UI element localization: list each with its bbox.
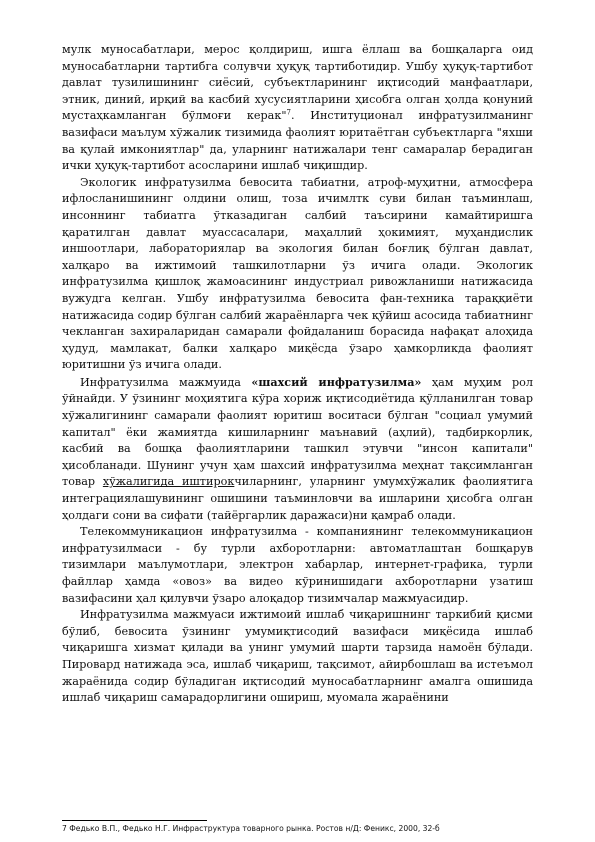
footnote-reference[interactable]: 7	[286, 108, 291, 117]
paragraph-5: Инфратузилма мажмуаси ижтимоий ишлаб чиқаришнинг таркибий қисми бўлиб, бевосита ўзининг умумиқтисодий вазифаси миқёсида ишлаб чиқаришга хизмат қилади ва унинг умумий шарти тарзида намоён бўлади. Пировард натижада эса, ишлаб чиқариш, тақсимот, айирбошлаш ва истеъмол жараёнида содир бўладиган иқтисодий муносабатларнинг амалга ошишида ишлаб чиқариш самарадорлигини ошириш, муомала жараёнини	[62, 608, 533, 705]
paragraph-3-text-c: чиларнинг, уларнинг умумхўжалик фаолиятига интеграциялашувининг ошишини таъминловчи ва ишларини ҳисобга олган ҳолдаги сони ва сифати (тайёргарлик даражаси)ни қамраб олади.	[62, 475, 533, 522]
paragraph-2: Экологик инфратузилма бевосита табиатни, атроф-муҳитни, атмосфера ифлосланишининг олдини олиш, тоза ичимлтк суви билан таъминлаш, инсоннинг табиатга ўтказадиган салбий таъсирини камайтиришга қаратилган давлат муассасалари, маҳаллий ҳокимият, муҳандислик иншоотлари, лабораториялар ва экология билан боғлиқ бўлган давлат, халқаро ва ижтимоий ташкилотларни ўз ичига олади. Экологик инфратузилма қишлоқ жамоасининг индустриал ривожланиши натижасида вужудга келган. Ушбу инфратузилма бевосита фан-техника тараққиёти натижасида содир бўлган салбий жараёнларга чек қўйиш асосида табиатнинг чекланган захираларидан самарали фойдаланиш борасида нафақат алоҳида ҳудуд, мамлакат, балки халқаро миқёсда ўзаро ҳамкорликда фаолият юритишни ўз ичига олади.	[62, 175, 533, 372]
paragraph-3-text-a: Инфратузилма мажмуида	[80, 375, 252, 389]
paragraph-3-text-b: ҳам муҳим рол ўйнайди. У ўзининг моҳиятига кўра хориж иқтисодиётида қўлланилган товар хўжалигининг самарали фаолият юритиш воситаси бўлган "социал умумий капитал" ёки жамиятда кишиларнинг маънавий (аҳлий), тадбиркорлик, касбий ва бошқа фаолиятларини ташкил этувчи "инсон капитали" ҳисобланади. Шунинг учун ҳам шахсий инфратузилма меҳнат тақсимланган товар	[62, 375, 534, 489]
paragraph-1	[62, 42, 533, 175]
paragraph-3	[62, 374, 533, 524]
document-body	[62, 42, 533, 707]
footnote-divider	[62, 820, 207, 821]
paragraph-3-underlined: хўжалигида иштирок	[102, 475, 235, 489]
paragraph-1-text: мулк муносабатлари, мерос қолдириш, ишга ёллаш ва бошқаларга оид муносабатларни тартибга солувчи ҳуқуқ тартиботидир. Ушбу ҳуқуқ-тартибот давлат тузилишининг сиёсий, субъектларининг иқтисодий манфаатлари, этник, диний, ирқий ва касбий хусусиятларини ҳисобга олган ҳолда қонуний мустаҳкамланган бўлмоғи керак"	[62, 43, 533, 123]
footnote: 7 Федько В.П., Федько Н.Г. Инфраструктура товарного рынка. Ростов н/Д: Феникс, 2000, 32-б	[62, 824, 440, 833]
paragraph-1-text-end: . Институционал инфратузилманинг вазифаси маълум хўжалик тизимида фаолият юритаётган субъектларга "яхши ва қулай имкониятлар" да, уларнинг натижалари тенг самаралар берадиган ички ҳуқуқ-тартибот асосларини ишлаб чиқишдир.	[62, 109, 533, 173]
paragraph-3-emphasis: «шахсий инфратузилма»	[251, 374, 422, 389]
paragraph-4: Телекоммуникацион инфратузилма - компаниянинг телекоммуникацион инфратузилмаси - бу турли ахборотларни: автоматлаштан бошқарув тизимлари маълумотлари, электрон хабарлар, интернет-графика, турли файллар ҳамда «овоз» ва видео кўринишидаги ахборотларни узатиш вазифасини ҳал қилувчи ўзаро алоқадор тизимчалар мажмуасидир.	[62, 525, 533, 605]
